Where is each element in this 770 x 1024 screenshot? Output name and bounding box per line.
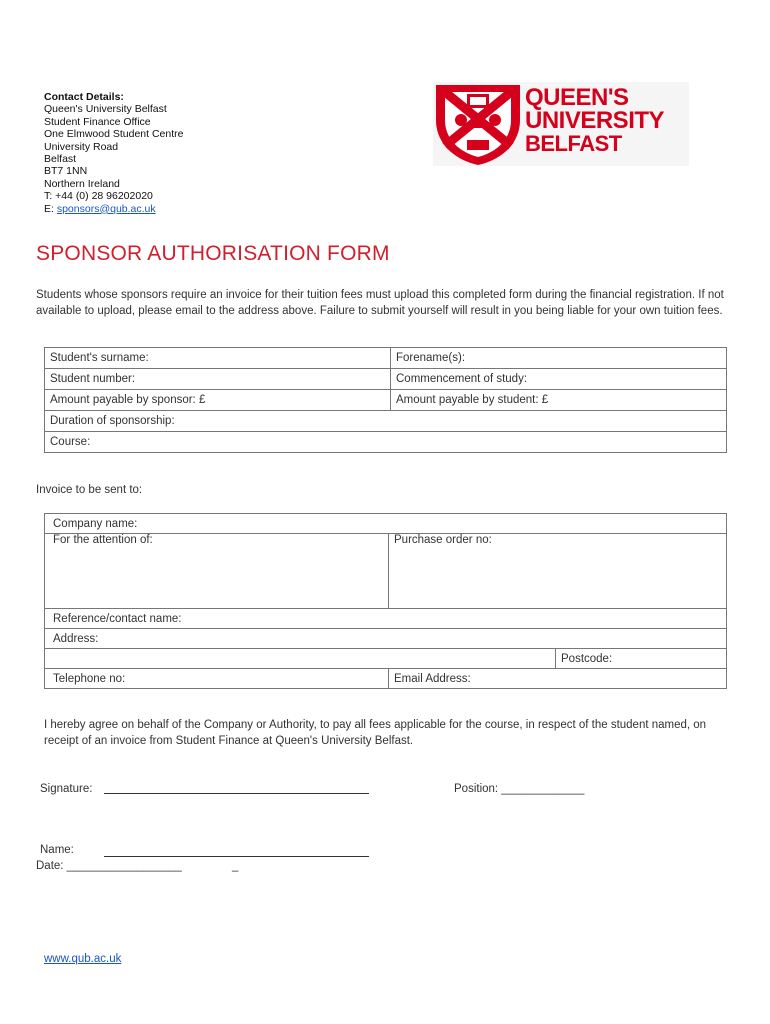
logo-wordmark bbox=[525, 86, 664, 155]
invoice-table bbox=[44, 513, 727, 689]
contact-email-line bbox=[44, 203, 184, 215]
contact-line: Student Finance Office bbox=[44, 115, 151, 128]
page-title: SPONSOR AUTHORISATION FORM bbox=[36, 242, 390, 265]
student-number-field[interactable]: Student number: bbox=[45, 369, 391, 390]
contact-line: Belfast bbox=[44, 153, 77, 166]
name-line[interactable] bbox=[104, 856, 369, 857]
agreement-paragraph: I hereby agree on behalf of the Company or Authority, to pay all fees applicable for the course, in respect of the student named, on receipt of an invoice from Student Finance at Queen's University Belfast. bbox=[44, 719, 707, 747]
telephone-field[interactable]: Telephone no: bbox=[45, 669, 389, 689]
website-link[interactable]: www.qub.ac.uk bbox=[44, 953, 122, 965]
student-details-table bbox=[44, 347, 727, 453]
address-line-2[interactable] bbox=[45, 649, 556, 669]
name-label: Name: bbox=[40, 844, 74, 856]
logo-line: QUEEN'S bbox=[525, 84, 629, 111]
crest-icon bbox=[433, 82, 523, 166]
postcode-field[interactable]: Postcode: bbox=[556, 649, 727, 669]
address-field[interactable]: Address: bbox=[45, 629, 727, 649]
commencement-field[interactable]: Commencement of study: bbox=[391, 369, 727, 390]
amount-sponsor-field[interactable]: Amount payable by sponsor: £ bbox=[45, 390, 391, 411]
logo-line: UNIVERSITY bbox=[525, 107, 665, 134]
contact-line: Northern Ireland bbox=[44, 177, 120, 190]
intro-paragraph: Students whose sponsors require an invoice for their tuition fees must upload this completed form during the financial registration. If not available to upload, please email to the address above. Failure to submit yourself will result in you being liable for your own tuition fees. bbox=[36, 289, 724, 317]
footer bbox=[44, 953, 121, 965]
signature-label: Signature: bbox=[40, 783, 93, 795]
contact-line: One Elmwood Student Centre bbox=[44, 128, 184, 141]
contact-email-link[interactable]: sponsors@qub.ac.uk bbox=[56, 202, 156, 215]
contact-line: BT7 1NN bbox=[44, 165, 88, 178]
contact-line: Queen's University Belfast bbox=[44, 103, 167, 116]
position-field[interactable]: Position: _____________ bbox=[454, 783, 585, 795]
email-prefix: E: bbox=[44, 202, 57, 215]
forenames-field[interactable]: Forename(s): bbox=[391, 348, 727, 369]
contact-line: University Road bbox=[44, 140, 119, 153]
email-address-field[interactable]: Email Address: bbox=[389, 669, 727, 689]
date-field[interactable]: Date: __________________ bbox=[36, 860, 182, 872]
contact-details bbox=[44, 91, 184, 215]
attention-field[interactable]: For the attention of: bbox=[45, 534, 389, 609]
amount-student-field[interactable]: Amount payable by student: £ bbox=[391, 390, 727, 411]
signature-line[interactable] bbox=[104, 793, 369, 794]
logo-line: BELFAST bbox=[525, 131, 622, 156]
purchase-order-field[interactable]: Purchase order no: bbox=[389, 534, 727, 609]
contact-line: T: +44 (0) 28 96202020 bbox=[44, 190, 153, 203]
course-field[interactable]: Course: bbox=[45, 432, 727, 453]
duration-field[interactable]: Duration of sponsorship: bbox=[45, 411, 727, 432]
student-surname-field[interactable]: Student's surname: bbox=[45, 348, 391, 369]
invoice-label: Invoice to be sent to: bbox=[36, 484, 143, 496]
date-tail: _ bbox=[232, 860, 239, 872]
contact-heading: Contact Details: bbox=[44, 91, 124, 103]
company-name-field[interactable]: Company name: bbox=[45, 514, 727, 534]
university-logo bbox=[433, 82, 689, 166]
reference-field[interactable]: Reference/contact name: bbox=[45, 609, 727, 629]
